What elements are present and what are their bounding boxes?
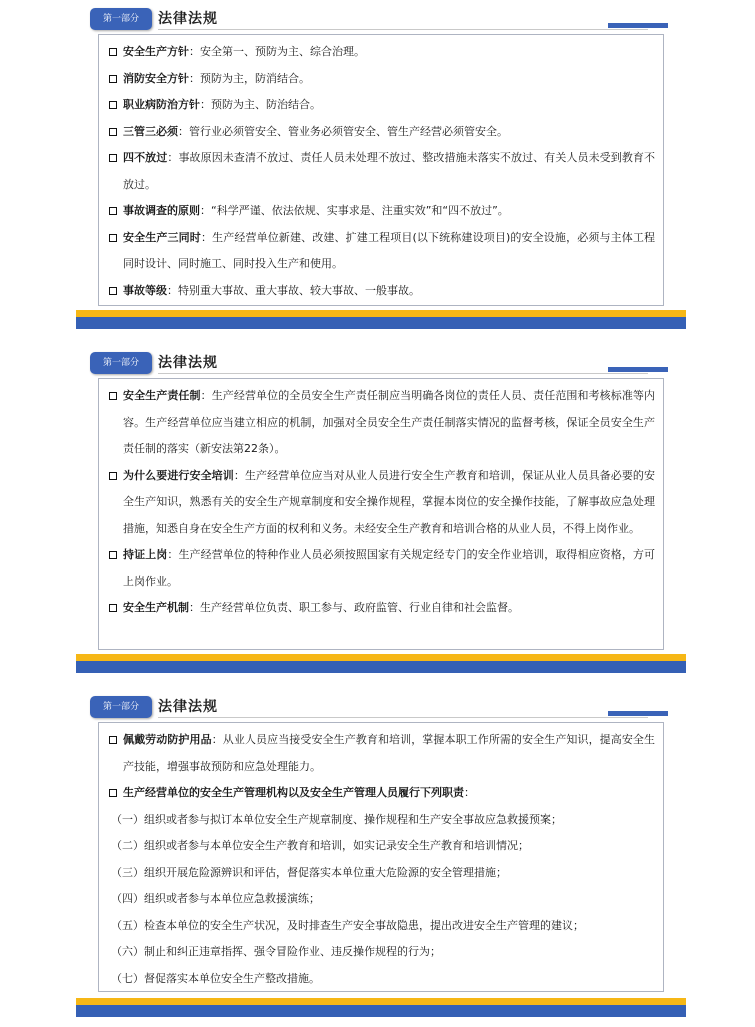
list-item: 事故等级：特别重大事故、重大事故、较大事故、一般事故。	[109, 278, 655, 305]
item-term: 为什么要进行安全培训	[123, 468, 234, 482]
slide-2	[76, 346, 686, 674]
footer-band-yellow	[76, 654, 686, 661]
checkbox-bullet-icon	[109, 75, 117, 83]
list-item: 生产经营单位的安全生产管理机构以及安全生产管理人员履行下列职责：	[109, 780, 655, 807]
item-text: 生产经营单位的特种作业人员必须按照国家有关规定经专门的安全作业培训，取得相应资格，方可上岗作业。	[123, 548, 656, 588]
item-term: 安全生产方针	[123, 45, 189, 58]
duty-item: （一）组织或者参与拟订本单位安全生产规章制度、操作规程和生产安全事故应急救援预案；	[111, 812, 562, 826]
checkbox-bullet-icon	[109, 551, 117, 559]
list-item: 持证上岗：生产经营单位的特种作业人员必须按照国家有关规定经专门的安全作业培训，取得相应资格，方可上岗作业。	[109, 542, 655, 595]
list-item: 职业病防治方针：预防为主、防治结合。	[109, 92, 655, 119]
item-text: 事故原因未查清不放过、责任人员未处理不放过、整改措施未落实不放过、有关人员未受到教育不放过。	[123, 151, 656, 191]
checkbox-bullet-icon	[109, 736, 117, 744]
checkbox-bullet-icon	[109, 234, 117, 242]
item-term: 事故等级	[123, 283, 167, 297]
item-term: 安全生产机制	[123, 601, 189, 614]
title-divider	[158, 373, 648, 374]
item-term: 生产经营单位的安全生产管理机构以及安全生产管理人员履行下列职责	[123, 786, 464, 799]
corner-accent-bar	[608, 23, 668, 28]
item-text: 生产经营单位应当对从业人员进行安全生产教育和培训，保证从业人员具备必要的安全生产知识，熟悉有关的安全生产规章制度和安全操作规程，掌握本岗位的安全操作技能，了解事故应急处理措施，知悉自身在安全生产方面的权利和义务。未经安全生产教育和培训合格的从业人员，不得上岗作业。	[123, 468, 656, 535]
content-box	[98, 378, 664, 650]
section-title: 法律法规	[158, 355, 218, 371]
title-divider	[158, 29, 648, 30]
item-text: “科学严谨、依法依规、实事求是、注重实效”和“四不放过”。	[211, 204, 509, 217]
footer-band-blue	[76, 661, 686, 673]
checkbox-bullet-icon	[109, 287, 117, 295]
item-text: 安全第一、预防为主、综合治理。	[200, 45, 365, 58]
title-divider	[158, 717, 648, 718]
item-term: 佩戴劳动防护用品	[123, 733, 212, 746]
footer-band-blue	[76, 1005, 686, 1017]
bullet-list	[109, 39, 655, 304]
section-title: 法律法规	[158, 699, 218, 715]
checkbox-bullet-icon	[109, 604, 117, 612]
item-term: 持证上岗	[123, 548, 168, 561]
list-item: 消防安全方针：预防为主，防消结合。	[109, 66, 655, 93]
corner-accent-bar	[608, 711, 668, 716]
item-term: 四不放过	[123, 151, 168, 164]
item-text: 预防为主，防消结合。	[200, 71, 310, 85]
content-box	[98, 722, 664, 992]
checkbox-bullet-icon	[109, 128, 117, 136]
list-item: 四不放过：事故原因未查清不放过、责任人员未处理不放过、整改措施未落实不放过、有关人员未受到教育不放过。	[109, 145, 655, 198]
list-item: 佩戴劳动防护用品：从业人员应当接受安全生产教育和培训，掌握本职工作所需的安全生产知识，提高安全生产技能，增强事故预防和应急处理能力。	[109, 727, 655, 780]
duty-item: （三）组织开展危险源辨识和评估，督促落实本单位重大危险源的安全管理措施；	[111, 865, 507, 879]
checkbox-bullet-icon	[109, 48, 117, 56]
duty-item: （二）组织或者参与本单位安全生产教育和培训，如实记录安全生产教育和培训情况；	[111, 839, 529, 852]
item-text: 预防为主、防治结合。	[211, 98, 321, 111]
item-term: 消防安全方针	[123, 71, 189, 85]
list-item: 安全生产责任制：生产经营单位的全员安全生产责任制应当明确各岗位的责任人员、责任范围和考核标准等内容。生产经营单位应当建立相应的机制，加强对全员安全生产责任制落实情况的监督考核，保证全员安全生产责任制的落实（新安法第22条）。	[109, 383, 655, 463]
duty-item: （六）制止和纠正违章指挥、强令冒险作业、违反操作规程的行为；	[111, 945, 441, 958]
duty-item: （五）检查本单位的安全生产状况，及时排查生产安全事故隐患，提出改进安全生产管理的建议；	[111, 918, 584, 932]
item-term: 三管三必须	[123, 124, 178, 138]
footer-band-yellow	[76, 998, 686, 1005]
content-box	[98, 34, 664, 306]
item-text: 特别重大事故、重大事故、较大事故、一般事故。	[178, 283, 420, 297]
bullet-list	[109, 727, 655, 992]
item-text: 生产经营单位新建、改建、扩建工程项目(以下统称建设项目)的安全设施，必须与主体工程同时设计、同时施工、同时投入生产和使用。	[123, 230, 655, 270]
section-title: 法律法规	[158, 11, 218, 27]
item-text: 从业人员应当接受安全生产教育和培训，掌握本职工作所需的安全生产知识，提高安全生产技能，增强事故预防和应急处理能力。	[123, 733, 656, 773]
item-term: 职业病防治方针	[123, 98, 200, 111]
bullet-list	[109, 383, 655, 622]
list-item: 安全生产机制：生产经营单位负责、职工参与、政府监管、行业自律和社会监督。	[109, 595, 655, 622]
item-term: 安全生产责任制	[123, 389, 201, 402]
item-text: 管行业必须管安全、管业务必须管安全、管生产经营必须管安全。	[189, 124, 508, 138]
slide-1	[76, 2, 686, 330]
list-item: 事故调查的原则：“科学严谨、依法依规、实事求是、注重实效”和“四不放过”。	[109, 198, 655, 225]
footer-band-yellow	[76, 310, 686, 317]
duty-item: （四）组织或者参与本单位应急救援演练；	[111, 892, 320, 905]
checkbox-bullet-icon	[109, 789, 117, 797]
checkbox-bullet-icon	[109, 392, 117, 400]
item-term: 事故调查的原则	[123, 204, 200, 217]
duty-item: （七）督促落实本单位安全生产整改措施。	[111, 971, 320, 985]
section-tag: 第一部分	[90, 352, 152, 374]
list-item: 安全生产三同时：生产经营单位新建、改建、扩建工程项目(以下统称建设项目)的安全设施，必须与主体工程同时设计、同时施工、同时投入生产和使用。	[109, 225, 655, 278]
corner-accent-bar	[608, 367, 668, 372]
checkbox-bullet-icon	[109, 207, 117, 215]
checkbox-bullet-icon	[109, 101, 117, 109]
list-item: 三管三必须：管行业必须管安全、管业务必须管安全、管生产经营必须管安全。	[109, 119, 655, 146]
footer-band-blue	[76, 317, 686, 329]
item-text: 生产经营单位的全员安全生产责任制应当明确各岗位的责任人员、责任范围和考核标准等内容。生产经营单位应当建立相应的机制，加强对全员安全生产责任制落实情况的监督考核，保证全员安全生产责任制的落实（新安法第22条）。	[123, 389, 656, 455]
checkbox-bullet-icon	[109, 472, 117, 480]
list-item: 安全生产方针：安全第一、预防为主、综合治理。	[109, 39, 655, 66]
section-tag: 第一部分	[90, 696, 152, 718]
checkbox-bullet-icon	[109, 154, 117, 162]
section-tag: 第一部分	[90, 8, 152, 30]
slide-3	[76, 690, 686, 1018]
item-term: 安全生产三同时	[123, 230, 201, 244]
item-text: 生产经营单位负责、职工参与、政府监管、行业自律和社会监督。	[200, 601, 519, 614]
list-item: 为什么要进行安全培训：生产经营单位应当对从业人员进行安全生产教育和培训，保证从业人员具备必要的安全生产知识，熟悉有关的安全生产规章制度和安全操作规程，掌握本岗位的安全操作技能，了解事故应急处理措施，知悉自身在安全生产方面的权利和义务。未经安全生产教育和培训合格的从业人员，不得上岗作业。	[109, 463, 655, 543]
